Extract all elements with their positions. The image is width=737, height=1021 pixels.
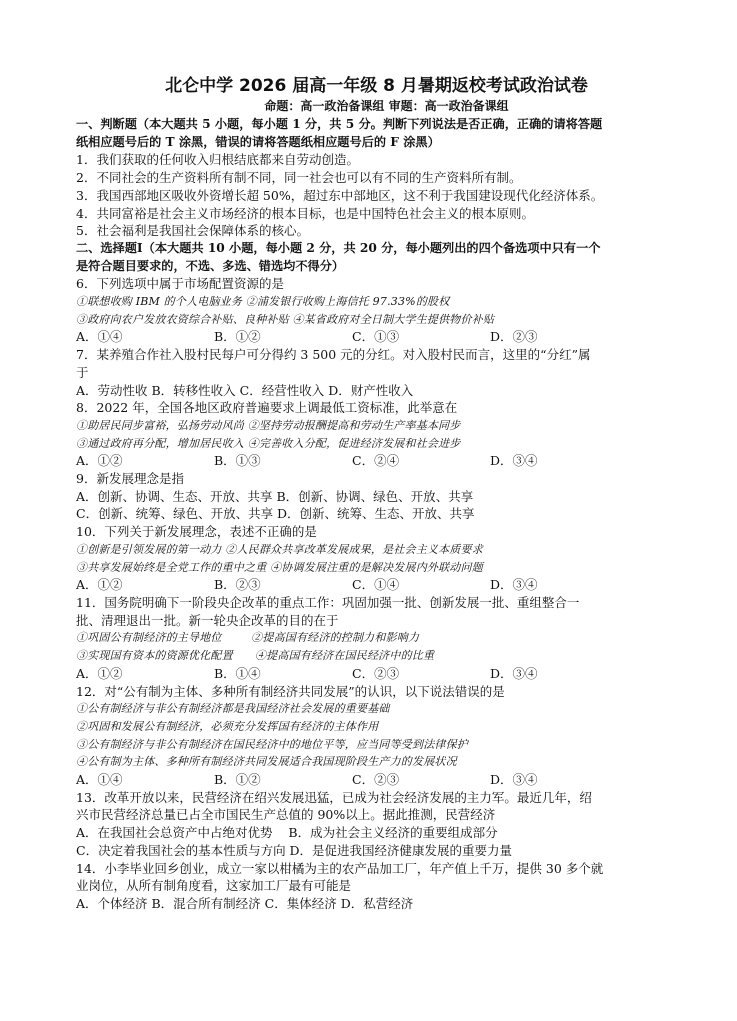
question-6-stem: 6．下列选项中属于市场配置资源的是 xyxy=(76,276,284,292)
judge-item-2: 2．不同社会的生产资料所有制不同，同一社会也可以有不同的生产资料所有制。 xyxy=(76,170,522,186)
section2-heading-cont: 是符合题目要求的，不选、多选、错选均不得分） xyxy=(76,258,345,273)
choice-b: B．①② xyxy=(214,329,261,345)
question-7-stem: 7．某养殖合作社入股村民每户可分得约 3 500 元的分红。对入股村民而言，这里的“分红”属 xyxy=(76,347,591,363)
question-6-option-line: ③政府向农户发放农资综合补贴、良种补贴 ④某省政府对全日制大学生提供物价补贴 xyxy=(76,312,495,326)
question-6-option-line: ①联想收购 IBM 的个人电脑业务 ②浦发银行收购上海信托 97.33%的股权 xyxy=(76,295,450,309)
choice-d: D．③④ xyxy=(490,577,538,593)
question-9-choices-cd: C．创新、统筹、绿色、开放、共享 D．创新、统筹、生态、开放、共享 xyxy=(76,506,475,522)
question-12-option-4: ④公有制为主体、多种所有制经济共同发展适合我国现阶段生产力的发展状况 xyxy=(76,755,457,769)
question-13-stem: 13．改革开放以来，民营经济在绍兴发展迅猛，已成为社会经济发展的主力军。最近几年，绍 xyxy=(76,789,592,805)
choice-b: B．①④ xyxy=(214,665,261,681)
question-10-choices xyxy=(76,576,667,594)
exam-subtitle: 命题：高一政治备课组 审题：高一政治备课组 xyxy=(264,99,509,113)
question-14-stem: 14．小李毕业回乡创业，成立一家以柑橘为主的农产品加工厂，年产值上千万，提供 30 多个就 xyxy=(76,860,604,876)
choice-d: D．③④ xyxy=(490,453,538,469)
judge-item-3: 3．我国西部地区吸收外资增长超 50%，超过东中部地区，这不利于我国建设现代化经济体系。 xyxy=(76,187,604,203)
section1-heading-cont: 纸相应题号后的 T 涂黑，错误的请将答题纸相应题号后的 F 涂黑） xyxy=(76,134,440,149)
question-12-option-1: ①公有制经济与非公有制经济都是我国经济社会发展的重要基础 xyxy=(76,702,390,716)
question-8-stem: 8．2022 年，全国各地区政府普遍要求上调最低工资标准，此举意在 xyxy=(76,400,458,416)
question-9-choices-ab: A．创新、协调、生态、开放、共享 B．创新、协调、绿色、开放、共享 xyxy=(76,488,474,504)
question-7-stem-cont: 于 xyxy=(76,364,89,380)
choice-d: D．③④ xyxy=(490,665,538,681)
question-14-stem-cont: 业岗位，从所有制角度看，这家加工厂最有可能是 xyxy=(76,878,352,894)
question-13-stem-cont: 兴市民营经济总量已占全市国民生产总值的 90%以上。据此推测，民营经济 xyxy=(76,807,496,823)
choice-c: C．②③ xyxy=(352,665,400,681)
section2-heading: 二、选择题Ⅰ（本大题共 10 小题，每小题 2 分，共 20 分，每小题列出的四个备选项中只有一个 xyxy=(76,240,601,255)
choice-c: C．②④ xyxy=(352,453,400,469)
question-9-stem: 9．新发展理念是指 xyxy=(76,471,184,487)
question-11-option-line: ①巩固公有制经济的主导地位 ②提高国有经济的控制力和影响力 xyxy=(76,631,420,645)
choice-d: D．③④ xyxy=(490,772,538,788)
question-11-option-line: ③实现国有资本的资源优化配置 ④提高国有经济在国民经济中的比重 xyxy=(76,649,435,663)
choice-a: A．①② xyxy=(76,453,123,469)
question-13-choices-ab: A．在我国社会总资产中占绝对优势 B．成为社会主义经济的重要组成部分 xyxy=(76,825,498,841)
question-7-choices: A．劳动性收 B．转移性收入 C．经营性收入 D．财产性收入 xyxy=(76,382,414,398)
question-11-stem-cont: 批、清理退出一批。新一轮央企改革的目的在于 xyxy=(76,612,339,628)
choice-c: C．②③ xyxy=(352,772,400,788)
choice-b: B．②③ xyxy=(214,577,261,593)
question-8-option-line: ③通过政府再分配，增加居民收入 ④完善收入分配，促进经济发展和社会进步 xyxy=(76,436,461,450)
question-10-option-line: ③共享发展始终是全党工作的重中之重 ④协调发展注重的是解决发展内外联动问题 xyxy=(76,560,483,574)
choice-a: A．①② xyxy=(76,665,123,681)
question-12-option-3: ③公有制经济与非公有制经济在国民经济中的地位平等，应当同等受到法律保护 xyxy=(76,737,468,751)
question-11-choices xyxy=(76,665,667,683)
judge-item-1: 1．我们获取的任何收入归根结底都来自劳动创造。 xyxy=(76,152,359,168)
question-6-choices xyxy=(76,328,667,346)
question-10-stem: 10．下列关于新发展理念，表述不正确的是 xyxy=(76,524,317,540)
choice-a: A．①④ xyxy=(76,772,123,788)
section1-heading: 一、判断题（本大题共 5 小题，每小题 1 分，共 5 分。判断下列说法是否正确，正确的请将答题 xyxy=(76,117,603,131)
exam-title: 北仑中学 2026 届高一年级 8 月暑期返校考试政治试卷 xyxy=(165,76,588,96)
question-14-choices: A．个体经济 B．混合所有制经济 C．集体经济 D．私营经济 xyxy=(76,895,414,911)
choice-c: C．①③ xyxy=(352,329,400,345)
choice-d: D．②③ xyxy=(490,329,538,345)
choice-b: B．①② xyxy=(214,772,261,788)
judge-item-4: 4．共同富裕是社会主义市场经济的根本目标，也是中国特色社会主义的根本原则。 xyxy=(76,205,534,221)
question-12-option-2: ②巩固和发展公有制经济，必须充分发挥国有经济的主体作用 xyxy=(76,719,379,733)
question-11-stem: 11．国务院明确下一阶段央企改革的重点工作：巩固加强一批、创新发展一批、重组整合一 xyxy=(76,594,580,610)
question-12-stem: 12．对“公有制为主体、多种所有制经济共同发展”的认识，以下说法错误的是 xyxy=(76,683,505,699)
question-8-option-line: ①助居民同步富裕，弘扬劳动风尚 ②坚持劳动报酬提高和劳动生产率基本同步 xyxy=(76,418,461,432)
question-12-choices xyxy=(76,771,667,789)
choice-b: B．①③ xyxy=(214,453,261,469)
question-8-choices xyxy=(76,452,667,470)
question-10-option-line: ①创新是引领发展的第一动力 ②人民群众共享改革发展成果，是社会主义本质要求 xyxy=(76,542,483,556)
judge-item-5: 5．社会福利是我国社会保障体系的核心。 xyxy=(76,223,309,239)
question-13-choices-cd: C．决定着我国社会的基本性质与方向 D．是促进我国经济健康发展的重要力量 xyxy=(76,842,513,858)
choice-a: A．①④ xyxy=(76,329,123,345)
choice-c: C．①④ xyxy=(352,577,400,593)
choice-a: A．①② xyxy=(76,577,123,593)
